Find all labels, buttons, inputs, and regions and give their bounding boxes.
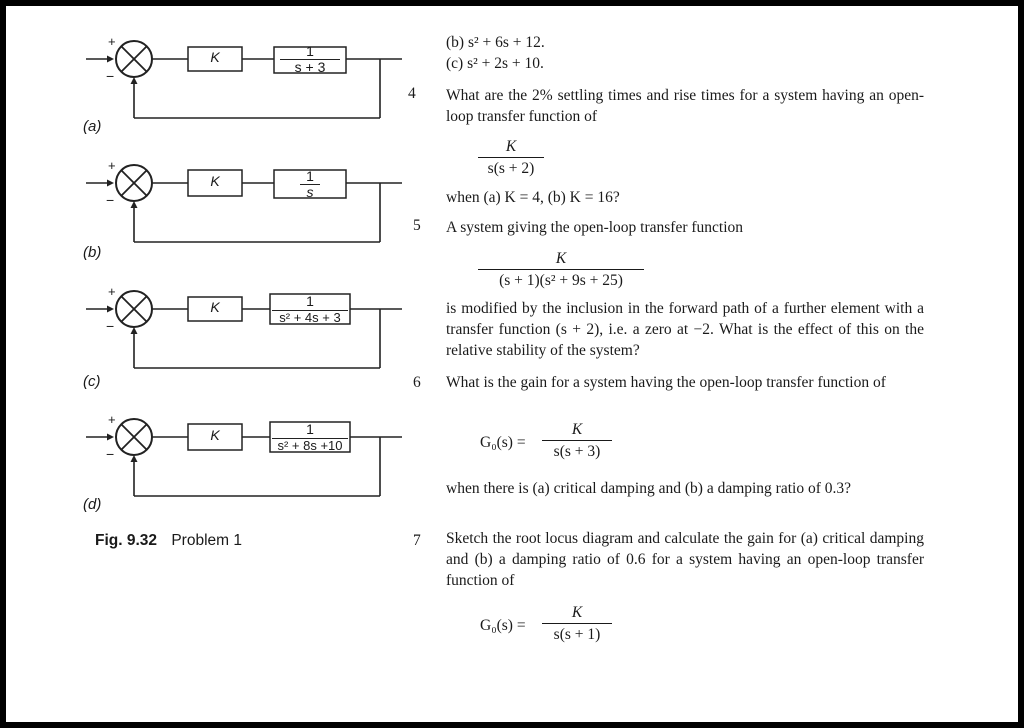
problem-4-fraction	[478, 137, 544, 178]
problem-5-fraction	[478, 249, 644, 290]
fraction-bar	[478, 269, 644, 270]
gain-block-d: K	[210, 427, 220, 443]
tf-num-a: 1	[306, 43, 314, 59]
textbook-page	[6, 6, 1018, 722]
problem-6-lhs: G₀(s) =	[480, 434, 526, 451]
problem-7-fraction-denominator: s(s + 1)	[553, 626, 601, 643]
diagram-label-a: (a)	[83, 118, 102, 135]
problem-7-number: 7	[413, 532, 421, 549]
problem-6-number: 6	[413, 374, 421, 391]
block-diagram-a	[84, 36, 414, 116]
tf-den-a: s + 3	[280, 59, 340, 74]
problem-7-fraction-numerator: K	[571, 604, 583, 621]
fraction-bar	[478, 157, 544, 158]
block-diagram-d	[84, 414, 414, 494]
problem-4-number: 4	[408, 85, 416, 102]
problem-5-text: A system giving the open-loop transfer function	[446, 219, 744, 236]
plus-sign: +	[108, 412, 116, 427]
tf-den-d: s² + 8s +10	[272, 438, 348, 453]
problem-5-fraction-denominator: (s + 1)(s² + 9s + 25)	[499, 272, 623, 289]
block-diagram-b	[84, 160, 414, 240]
answer-choice-b: (b) s² + 6s + 12.	[446, 34, 545, 51]
block-diagram-d-lines	[84, 414, 414, 494]
tf-num-b: 1	[306, 168, 314, 184]
plus-sign: +	[108, 34, 116, 49]
figure-caption	[95, 532, 242, 550]
problem-7-lhs: G₀(s) =	[480, 617, 526, 634]
gain-block-b: K	[210, 173, 220, 189]
block-diagram-a-lines	[84, 36, 414, 116]
tf-den-c: s² + 4s + 3	[272, 310, 348, 325]
problem-4-fraction-denominator: s(s + 2)	[487, 160, 535, 177]
problem-5-text-continued: is modified by the inclusion in the forward path of a further element with a transfer function (s + 2), i.e. a zero at −2. What is the effect of this on the relative stability of the system?	[446, 300, 924, 359]
problem-4-when: when (a) K = 4, (b) K = 16?	[446, 189, 620, 206]
problem-5-number: 5	[413, 217, 421, 234]
minus-sign: −	[106, 192, 115, 208]
problem-6-text-continued: when there is (a) critical damping and (b) a damping ratio of 0.3?	[446, 480, 852, 497]
fraction-bar	[542, 623, 612, 624]
gain-block-a: K	[210, 49, 220, 65]
diagram-label-d: (d)	[83, 496, 102, 513]
figure-caption-text: Problem 1	[171, 532, 242, 549]
minus-sign: −	[106, 318, 115, 334]
minus-sign: −	[106, 446, 115, 462]
block-diagram-c-lines	[84, 286, 414, 366]
block-diagram-c	[84, 286, 414, 366]
problem-6-text: What is the gain for a system having the open-loop transfer function of	[446, 374, 886, 391]
problem-6-fraction	[542, 420, 612, 461]
problem-6-fraction-numerator: K	[571, 421, 583, 438]
fraction-bar	[542, 440, 612, 441]
answer-choice-c: (c) s² + 2s + 10.	[446, 55, 544, 72]
problem-4-fraction-numerator: K	[505, 138, 517, 155]
problem-7-fraction	[542, 603, 612, 644]
diagram-label-c: (c)	[83, 373, 101, 390]
tf-num-c: 1	[306, 293, 314, 309]
gain-block-c: K	[210, 299, 220, 315]
problem-5-fraction-numerator: K	[555, 250, 567, 267]
problem-4-text: What are the 2% settling times and rise times for a system having an open-loop transfer function of	[446, 87, 924, 125]
tf-num-d: 1	[306, 421, 314, 437]
figure-caption-number: Fig. 9.32	[95, 532, 158, 549]
problem-6-fraction-denominator: s(s + 3)	[553, 443, 601, 460]
plus-sign: +	[108, 284, 116, 299]
block-diagram-b-lines	[84, 160, 414, 240]
tf-den-b: s	[300, 184, 320, 199]
problem-7-text: Sketch the root locus diagram and calculate the gain for (a) critical damping and (b) a damping ratio of 0.6 for a system having an open-loop transfer function of	[446, 530, 924, 589]
diagram-label-b: (b)	[83, 244, 102, 261]
plus-sign: +	[108, 158, 116, 173]
minus-sign: −	[106, 68, 115, 84]
